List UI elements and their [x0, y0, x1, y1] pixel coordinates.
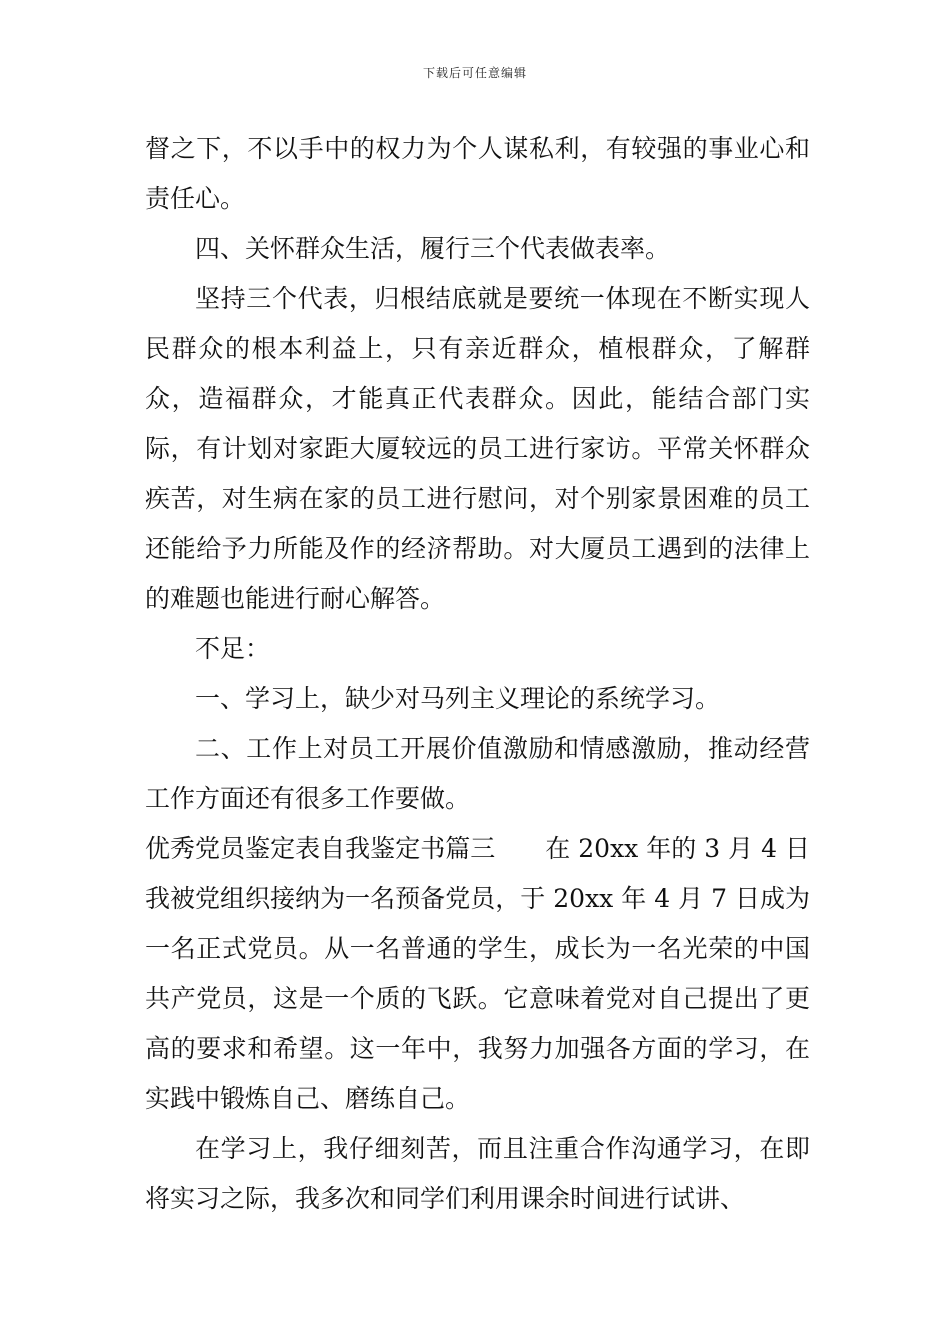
paragraph-shortcoming-two: 二、工作上对员工开展价值激励和情感激励，推动经营工作方面还有很多工作要做。	[145, 734, 810, 813]
document-body	[145, 124, 810, 1224]
paragraph-continued: 督之下，不以手中的权力为个人谋私利，有较强的事业心和责任心。	[145, 134, 810, 213]
paragraph-study: 在学习上，我仔细刻苦，而且注重合作沟通学习，在即将实习之际，我多次和同学们利用课余时间进行试讲、	[145, 1134, 810, 1213]
paragraph-three-represents: 坚持三个代表，归根结底就是要统一体现在不断实现人民群众的根本利益上，只有亲近群众，植根群众，了解群众，造福群众，才能真正代表群众。因此，能结合部门实际，有计划对家距大厦较远的员工进行家访。平常关怀群众疾苦，对生病在家的员工进行慰问，对个别家景困难的员工还能给予力所能及作的经济帮助。对大厦员工遇到的法律上的难题也能进行耐心解答。	[145, 284, 810, 613]
paragraph-shortcoming-one: 一、学习上，缺少对马列主义理论的系统学习。	[195, 684, 721, 713]
page-header: 下载后可任意编辑	[422, 66, 527, 80]
section-body: 在 20xx 年的 3 月 4 日我被党组织接纳为一名预备党员，于 20xx 年 4 月 7 日成为一名正式党员。从一名普通的学生，成长为一名光荣的中国共产党员，这是一个质的飞跃。它意味着党对自己提出了更高的要求和希望。这一年中，我努力加强各方面的学习，在实践中锻炼自己、磨练自己。	[145, 834, 810, 1113]
paragraph-shortcomings-label: 不足：	[195, 634, 271, 663]
paragraph-section-three	[145, 824, 810, 1124]
section-title: 优秀党员鉴定表自我鉴定书篇三	[145, 834, 496, 863]
paragraph-heading-four: 四、关怀群众生活，履行三个代表做表率。	[195, 234, 671, 263]
